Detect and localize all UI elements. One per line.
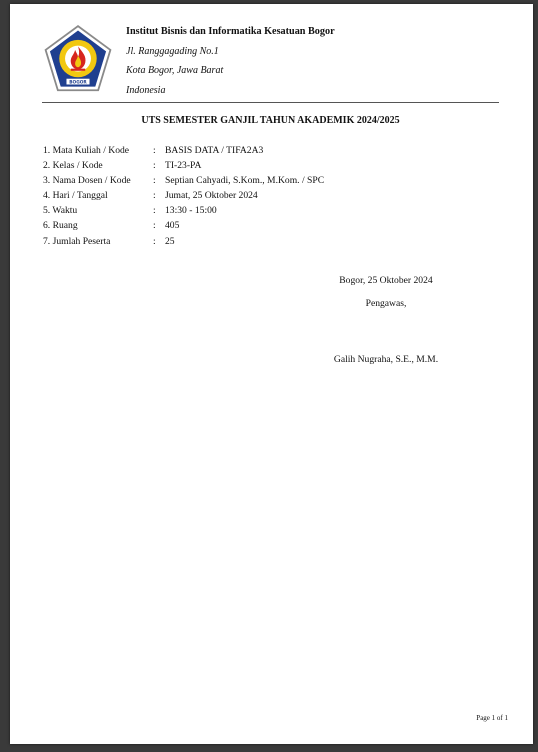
- detail-row-time: [43, 203, 324, 218]
- detail-row-course: [43, 143, 324, 158]
- detail-separator: :: [153, 205, 156, 217]
- signature-name: Galih Nugraha, S.E., M.M.: [333, 354, 439, 365]
- header-divider: [42, 102, 499, 103]
- detail-value: 405: [165, 220, 180, 232]
- detail-separator: :: [153, 190, 156, 202]
- signature-role: Pengawas,: [365, 298, 407, 309]
- detail-label: 5. Waktu: [43, 205, 78, 217]
- detail-label: 6. Ruang: [43, 220, 78, 232]
- address-country: Indonesia: [126, 84, 166, 96]
- detail-label: 7. Jumlah Peserta: [43, 235, 111, 247]
- detail-row-participants: [43, 234, 324, 249]
- exam-details: [43, 143, 324, 249]
- detail-separator: :: [153, 235, 156, 247]
- address-street: Jl. Ranggagading No.1: [126, 45, 219, 57]
- detail-separator: :: [153, 220, 156, 232]
- document-page: [10, 4, 533, 744]
- address-city: Kota Bogor, Jawa Barat: [126, 65, 224, 76]
- signature-place-date: Bogor, 25 Oktober 2024: [339, 275, 433, 286]
- detail-row-class: [43, 158, 324, 173]
- page-number: Page 1 of 1: [476, 714, 508, 722]
- detail-label: 3. Nama Dosen / Kode: [43, 175, 131, 187]
- detail-value: 25: [165, 235, 175, 247]
- detail-value: 13:30 - 15:00: [165, 205, 217, 217]
- detail-value: TI-23-PA: [165, 160, 202, 172]
- detail-label: 2. Kelas / Kode: [43, 160, 103, 172]
- detail-label: 4. Hari / Tanggal: [43, 190, 108, 202]
- detail-value: Septian Cahyadi, S.Kom., M.Kom. / SPC: [165, 175, 325, 187]
- detail-separator: :: [153, 175, 156, 187]
- institution-name: Institut Bisnis dan Informatika Kesatuan Bogor: [126, 26, 335, 37]
- detail-value: BASIS DATA / TIFA2A3: [165, 145, 264, 156]
- svg-text:BOGOR: BOGOR: [69, 80, 87, 86]
- detail-row-room: [43, 218, 324, 233]
- institution-logo-icon: [42, 24, 114, 96]
- detail-separator: :: [153, 145, 156, 156]
- detail-value: Jumat, 25 Oktober 2024: [165, 190, 258, 202]
- detail-label: 1. Mata Kuliah / Kode: [43, 145, 130, 156]
- detail-row-date: [43, 188, 324, 203]
- exam-title: UTS SEMESTER GANJIL TAHUN AKADEMIK 2024/2025: [141, 115, 400, 126]
- detail-row-lecturer: [43, 173, 324, 188]
- detail-separator: :: [153, 160, 156, 172]
- letterhead: [126, 22, 335, 100]
